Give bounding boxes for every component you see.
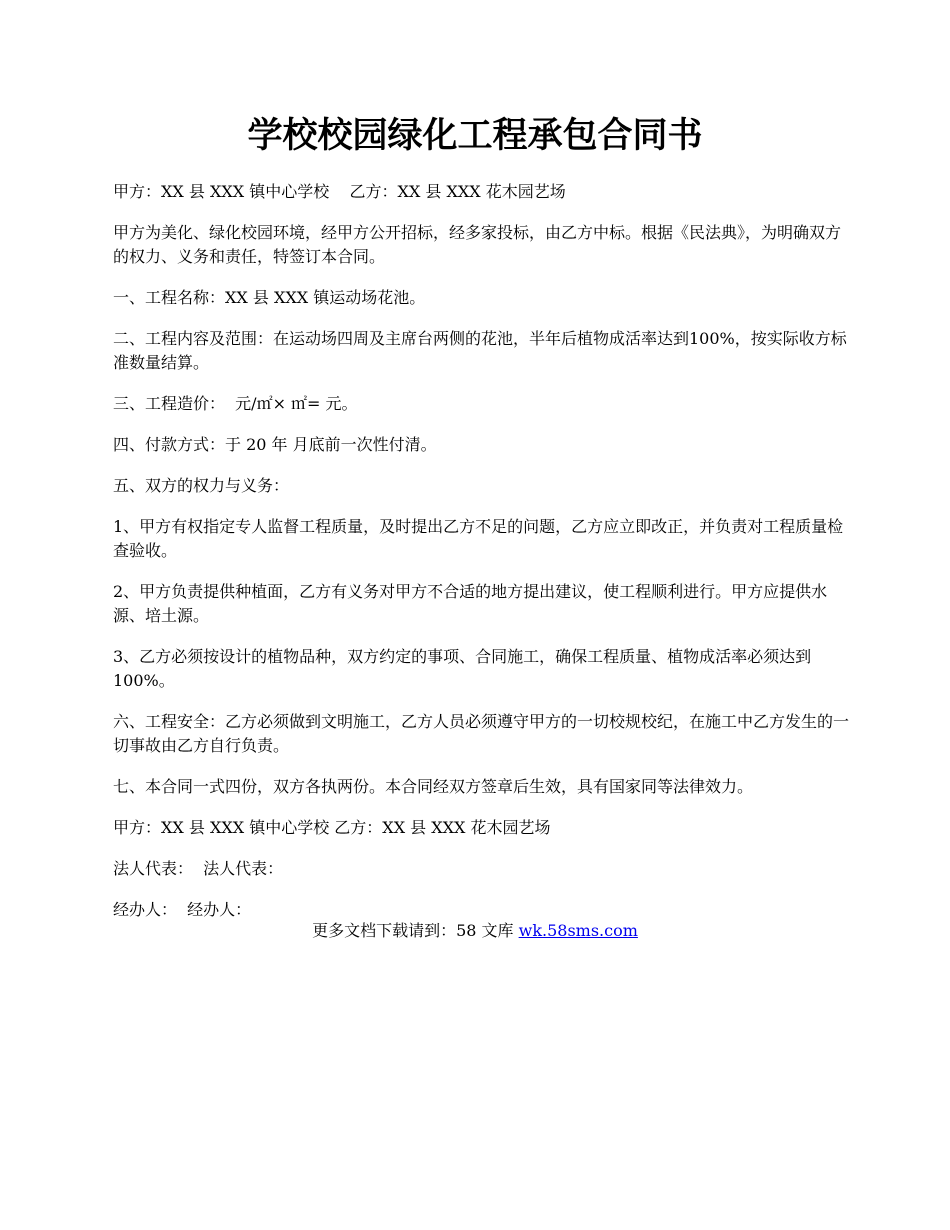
- clause-project-cost: 三、工程造价： 元/㎡× ㎡= 元。: [113, 394, 358, 413]
- document-body: [113, 180, 855, 939]
- clause-rights-item-3: 3、乙方必须按设计的植物品种，双方约定的事项、合同施工，确保工程质量、植物成活率必须达到 100%。: [113, 647, 817, 690]
- clause-rights-item-2: 2、甲方负责提供种植面，乙方有义务对甲方不合适的地方提出建议，使工程顺利进行。甲方应提供水源、培土源。: [113, 582, 828, 625]
- preamble-paragraph: 甲方为美化、绿化校园环境，经甲方公开招标，经多家投标，由乙方中标。根据《民法典》，为明确双方的权力、义务和责任，特签订本合同。: [113, 223, 842, 266]
- signature-legal-reps: 法人代表： 法人代表：: [113, 859, 284, 878]
- footer-text: 更多文档下载请到：58 文库: [312, 921, 519, 940]
- document-title: 学校校园绿化工程承包合同书: [247, 115, 703, 156]
- download-footer: [0, 919, 950, 943]
- party-line: 甲方：XX 县 XXX 镇中心学校 乙方：XX 县 XXX 花木园艺场: [113, 182, 566, 201]
- clause-rights-item-1: 1、甲方有权指定专人监督工程质量，及时提出乙方不足的问题，乙方应立即改正，并负责对工程质量检查验收。: [113, 517, 844, 560]
- clause-project-name: 一、工程名称：XX 县 XXX 镇运动场花池。: [113, 288, 426, 307]
- clause-safety: 六、工程安全：乙方必须做到文明施工，乙方人员必须遵守甲方的一切校规校纪，在施工中乙方发生的一切事故由乙方自行负责。: [113, 712, 850, 755]
- clause-copies: 七、本合同一式四份，双方各执两份。本合同经双方签章后生效，具有国家同等法律效力。: [113, 777, 754, 796]
- signature-handlers: 经办人： 经办人：: [113, 900, 252, 919]
- footer-link[interactable]: wk.58sms.com: [518, 921, 638, 940]
- signature-parties: 甲方：XX 县 XXX 镇中心学校 乙方：XX 县 XXX 花木园艺场: [113, 818, 551, 837]
- clause-project-scope: 二、工程内容及范围：在运动场四周及主席台两侧的花池，半年后植物成活率达到100%，按实际收方标准数量结算。: [113, 329, 847, 372]
- clause-payment: 四、付款方式：于 20 年 月底前一次性付清。: [113, 435, 437, 454]
- clause-rights-heading: 五、双方的权力与义务：: [113, 476, 290, 495]
